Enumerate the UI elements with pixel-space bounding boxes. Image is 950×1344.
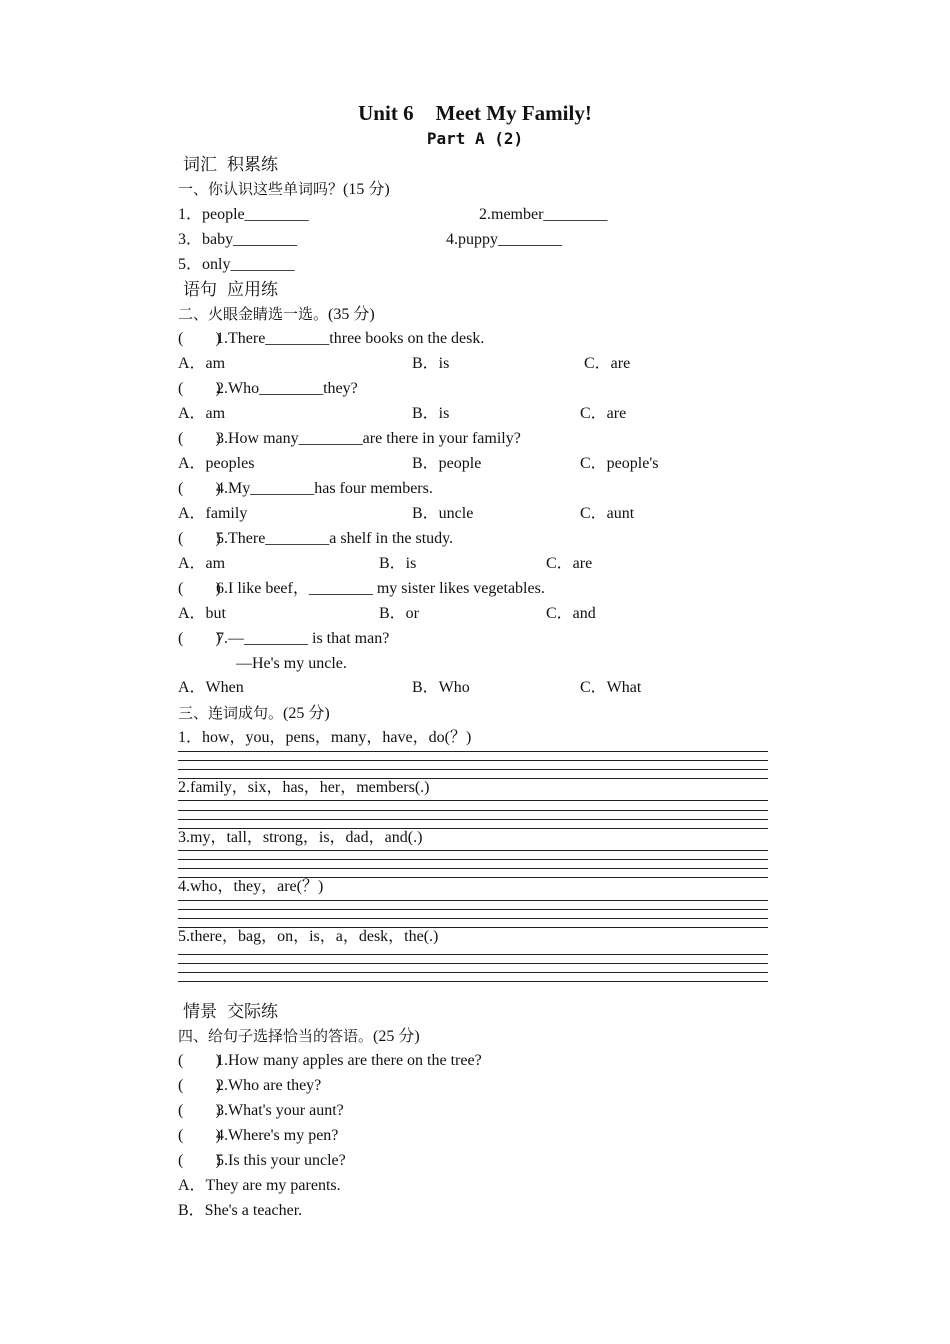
- question-text: 1.How many apples are there on the tree?: [216, 1052, 482, 1069]
- answer-blank[interactable]: ( ): [178, 380, 221, 397]
- answer-option-a: A．They are my parents.: [178, 1177, 341, 1194]
- q1-option-a: A．am: [178, 355, 226, 372]
- match-question-4: [178, 1125, 338, 1147]
- answer-blank[interactable]: ( ): [178, 1127, 221, 1144]
- title-name: Meet My Family!: [435, 101, 592, 125]
- q2-option-c: C．are: [580, 405, 627, 422]
- category-situation-b: 交际练: [227, 1002, 278, 1022]
- answer-blank[interactable]: ( ): [178, 530, 221, 547]
- question-text: 3.What's your aunt?: [216, 1102, 344, 1119]
- question-text: 5.Is this your uncle?: [216, 1152, 346, 1169]
- writing-line[interactable]: [178, 800, 768, 801]
- answer-blank[interactable]: ( ): [178, 580, 221, 597]
- question-text: 1.There________three books on the desk.: [216, 330, 485, 347]
- section1-score: (15 分): [343, 181, 390, 198]
- reorder-item-4: 4.who，they，are(？): [178, 878, 324, 895]
- q1-option-c: C．are: [584, 355, 631, 372]
- match-question-1: [178, 1050, 482, 1072]
- category-situation-a: 情景: [183, 1002, 217, 1022]
- writing-line[interactable]: [178, 810, 768, 811]
- writing-line[interactable]: [178, 868, 768, 869]
- writing-line[interactable]: [178, 859, 768, 860]
- reorder-item-3: 3.my，tall，strong，is，dad，and(.): [178, 829, 423, 846]
- choice-question-3: [178, 428, 521, 450]
- question-text: 4.Where's my pen?: [216, 1127, 339, 1144]
- match-question-2: [178, 1075, 321, 1097]
- section3-heading-text: 三、连词成句。: [178, 704, 284, 722]
- q6-option-c: C．and: [546, 605, 596, 622]
- section3-score: (25 分): [283, 705, 330, 722]
- q7-option-c: C．What: [580, 679, 642, 696]
- q3-option-c: C．people's: [580, 455, 659, 472]
- q1-option-b: B．is: [412, 355, 450, 372]
- word-item-3: 3．baby________: [178, 231, 298, 248]
- reorder-item-1: 1．how，you，pens，many，have，do(？): [178, 729, 472, 746]
- writing-line[interactable]: [178, 963, 768, 964]
- q5-option-b: B．is: [379, 555, 417, 572]
- question-text: 2.Who are they?: [216, 1077, 322, 1094]
- question-text: 3.How many________are there in your family?: [216, 430, 521, 447]
- choice-question-5: [178, 528, 453, 550]
- writing-line[interactable]: [178, 819, 768, 820]
- choice-question-7: [178, 628, 389, 650]
- reorder-item-2: 2.family，six，has，her，members(.): [178, 779, 430, 796]
- writing-line[interactable]: [178, 900, 768, 901]
- q5-option-a: A．am: [178, 555, 226, 572]
- writing-line[interactable]: [178, 972, 768, 973]
- page-title: [0, 101, 950, 126]
- page-subtitle: Part A (2): [426, 129, 524, 148]
- writing-line[interactable]: [178, 981, 768, 982]
- writing-line[interactable]: [178, 954, 768, 955]
- section1-heading: [178, 178, 390, 201]
- category-sentence: [183, 278, 278, 302]
- q2-option-b: B．is: [412, 405, 450, 422]
- q4-option-b: B．uncle: [412, 505, 474, 522]
- q6-option-b: B．or: [379, 605, 420, 622]
- category-vocab: [183, 153, 278, 177]
- reorder-item-5: 5.there，bag，on，is，a，desk，the(.): [178, 928, 439, 945]
- question-text: 5.There________a shelf in the study.: [216, 530, 454, 547]
- category-vocab-a: 词汇: [183, 155, 217, 175]
- choice-question-2: [178, 378, 358, 400]
- answer-blank[interactable]: ( ): [178, 1077, 221, 1094]
- q7-option-a: A．When: [178, 679, 244, 696]
- q3-option-a: A．peoples: [178, 455, 255, 472]
- question-text: 4.My________has four members.: [216, 480, 433, 497]
- q2-option-a: A．am: [178, 405, 226, 422]
- writing-line[interactable]: [178, 760, 768, 761]
- title-unit: Unit 6: [358, 101, 414, 125]
- choice-question-6: [178, 578, 545, 600]
- writing-line[interactable]: [178, 769, 768, 770]
- match-question-5: [178, 1150, 346, 1172]
- question-text: 6.I like beef，________ my sister likes vegetables.: [216, 580, 545, 597]
- q6-option-a: A．but: [178, 605, 227, 622]
- choice-question-4: [178, 478, 433, 500]
- section4-heading-text: 四、给句子选择恰当的答语。: [178, 1027, 374, 1045]
- writing-line[interactable]: [178, 909, 768, 910]
- answer-blank[interactable]: ( ): [178, 430, 221, 447]
- question-text: 2.Who________they?: [216, 380, 358, 397]
- section2-heading-text: 二、火眼金睛选一选。: [178, 305, 329, 323]
- q7-reply: —He's my uncle.: [236, 655, 347, 672]
- category-vocab-b: 积累练: [227, 155, 278, 175]
- word-item-1: 1．people________: [178, 206, 309, 223]
- answer-blank[interactable]: ( ): [178, 1102, 221, 1119]
- section4-score: (25 分): [373, 1028, 420, 1045]
- writing-line[interactable]: [178, 918, 768, 919]
- answer-option-b: B．She's a teacher.: [178, 1202, 303, 1219]
- writing-line[interactable]: [178, 850, 768, 851]
- section1-heading-text: 一、你认识这些单词吗？: [178, 180, 344, 198]
- answer-blank[interactable]: ( ): [178, 1052, 221, 1069]
- answer-blank[interactable]: ( ): [178, 330, 221, 347]
- q3-option-b: B．people: [412, 455, 482, 472]
- word-item-2: 2.member________: [479, 206, 608, 223]
- answer-blank[interactable]: ( ): [178, 480, 221, 497]
- word-item-5: 5．only________: [178, 256, 295, 273]
- section4-heading: [178, 1025, 420, 1048]
- category-sentence-b: 应用练: [227, 280, 278, 300]
- answer-blank[interactable]: ( ): [178, 630, 221, 647]
- q7-option-b: B．Who: [412, 679, 470, 696]
- writing-line[interactable]: [178, 751, 768, 752]
- section2-score: (35 分): [328, 306, 375, 323]
- question-text: 7.—________ is that man?: [216, 630, 390, 647]
- q5-option-c: C．are: [546, 555, 593, 572]
- q4-option-c: C．aunt: [580, 505, 635, 522]
- section2-heading: [178, 303, 375, 326]
- word-item-4: 4.puppy________: [446, 231, 562, 248]
- q4-option-a: A．family: [178, 505, 248, 522]
- choice-question-1: [178, 328, 484, 350]
- section3-heading: [178, 702, 330, 725]
- category-sentence-a: 语句: [183, 280, 217, 300]
- category-situation: [183, 1000, 278, 1024]
- match-question-3: [178, 1100, 344, 1122]
- answer-blank[interactable]: ( ): [178, 1152, 221, 1169]
